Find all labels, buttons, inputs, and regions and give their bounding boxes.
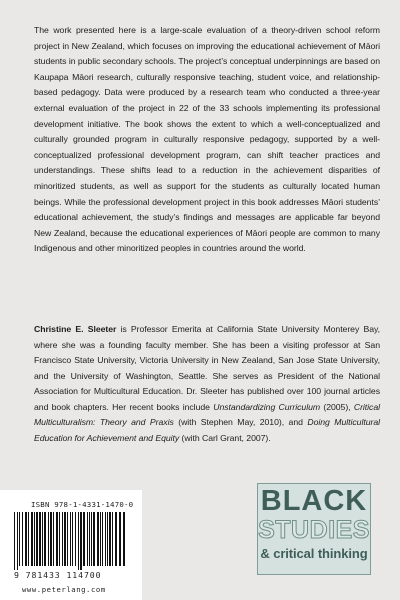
- author-bio-text: (2005),: [320, 401, 354, 412]
- author-bio-text: (with Stephen May, 2010), and: [173, 417, 308, 427]
- author-bio: [34, 322, 380, 446]
- book-synopsis: The work presented here is a large-scale evaluation of a theory-driven school reform project in New Zealand, which focuses on improving the educational achievement of Māori students in public secondary schools. The project’s conceptual underpinnings are based on Kaupapa Māori research, culturally responsive teaching, student voice, and relationship-based pedagogy. Data were produced by a research team who conducted a three-year external evaluation of the project in 22 of the 33 schools implementing its professional development initiative. The book shows the extent to which a well-conceptualized and culturally grounded program in culturally responsive pedagogy, supported by a well-conceptualized professional development program, can shift teacher practices and understandings. These shifts lead to a reduction in the achievement disparities of minoritized students, as well as support for the students as culturally located human beings. While the professional development project in this book addresses Māori students’ educational achievement, the study’s findings and messages are applicable far beyond New Zealand, because the educational experiences of Māori people are common to many Indigenous and other minoritized peoples in countries around the world.: [34, 25, 380, 254]
- author-bio-text: (with Carl Grant, 2007).: [179, 432, 271, 443]
- barcode-panel: [0, 490, 142, 600]
- book-title: Critical Multiculturalism: Theory and Praxis: [34, 401, 381, 427]
- barcode-digits: 9 781433 114700: [14, 570, 102, 580]
- author-bio-text: is Professor Emerita at California State University Monterey Bay, where she was a founding faculty member. She has been a visiting professor at San Francisco State University, Victoria University in New Zealand, San Jose State University, and the University of Washington, Seattle. She serves as President of the National Association for Multicultural Education. Dr. Sleeter has published over 100 journal articles and book chapters. Her recent books include: [34, 324, 380, 412]
- series-logo: [257, 483, 371, 575]
- isbn-label: ISBN 978-1-4331-1470-0: [31, 500, 134, 509]
- series-logo-line-1: BLACK: [260, 485, 368, 517]
- publisher-url: www.peterlang.com: [22, 585, 106, 594]
- book-title: Unstandardizing Curriculum: [213, 401, 321, 412]
- book-title: Doing Multicultural Education for Achievement and Equity: [34, 417, 380, 443]
- series-logo-line-2: STUDIES: [258, 516, 370, 544]
- series-logo-line-3: & critical thinking: [260, 546, 368, 561]
- author-name: Christine E. Sleeter: [34, 324, 117, 334]
- barcode-icon: [12, 512, 130, 570]
